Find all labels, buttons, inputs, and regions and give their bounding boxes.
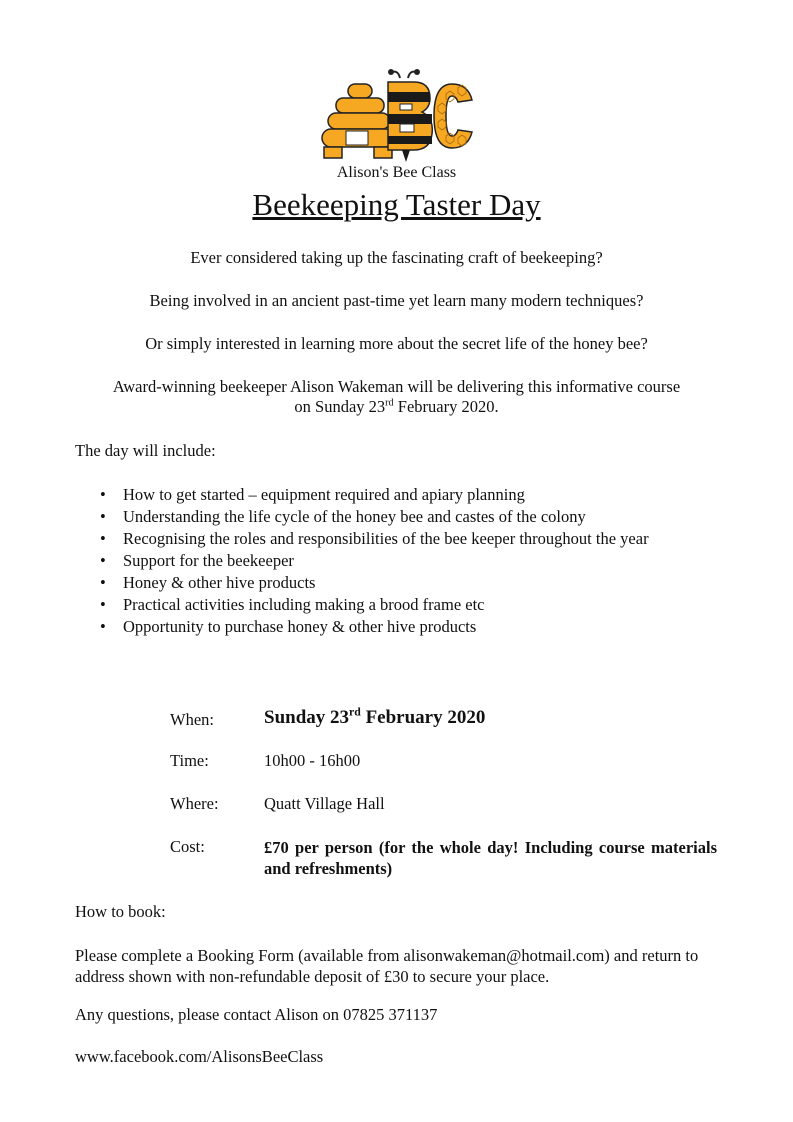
honeycomb-letter-c — [434, 84, 472, 148]
where-label: Where: — [170, 794, 219, 813]
bullet-icon: • — [100, 485, 106, 504]
list-item: • Honey & other hive products — [100, 573, 316, 592]
cost-label: Cost: — [170, 837, 205, 856]
list-item: • Recognising the roles and responsibilities of the bee keeper throughout the year — [100, 529, 649, 548]
intro-line-3: Or simply interested in learning more about the secret life of the honey bee? — [145, 334, 648, 353]
time-label: Time: — [170, 751, 209, 770]
when-value: Sunday 23rd February 2020 — [264, 705, 486, 728]
abc-logo — [318, 66, 476, 164]
bullet-icon: • — [100, 551, 106, 570]
include-list — [100, 484, 700, 638]
list-item: • Support for the beekeeper — [100, 551, 294, 570]
bullet-icon: • — [100, 529, 106, 548]
bullet-icon: • — [100, 595, 106, 614]
list-item: • Practical activities including making a brood frame etc — [100, 595, 485, 614]
intro-line-1: Ever considered taking up the fascinating craft of beekeeping? — [190, 248, 603, 267]
bee-logo-icon — [318, 66, 476, 164]
include-heading: The day will include: — [75, 441, 216, 460]
how-to-book-heading: How to book: — [75, 902, 166, 921]
beehive-letter-a — [322, 84, 394, 158]
list-item: • Understanding the life cycle of the honey bee and castes of the colony — [100, 507, 586, 526]
facebook-link[interactable]: www.facebook.com/AlisonsBeeClass — [75, 1047, 324, 1066]
award-line-1: Award-winning beekeeper Alison Wakeman will be delivering this informative course — [112, 377, 681, 396]
bullet-icon: • — [100, 617, 106, 636]
when-label: When: — [170, 710, 214, 729]
brand-name: Alison's Bee Class — [336, 164, 457, 181]
bee-letter-b — [388, 69, 432, 162]
where-value: Quatt Village Hall — [264, 794, 385, 813]
bullet-icon: • — [100, 507, 106, 526]
award-paragraph — [75, 377, 718, 417]
cost-value: £70 per person (for the whole day! Including course materials and refreshments) — [264, 838, 717, 878]
list-item: • How to get started – equipment required and apiary planning — [100, 485, 525, 504]
award-line-2: on Sunday 23rd February 2020. — [294, 397, 499, 416]
intro-line-2: Being involved in an ancient past-time yet learn many modern techniques? — [149, 291, 644, 310]
booking-instructions: Please complete a Booking Form (available from alisonwakeman@hotmail.com) and return to address shown with non-refundable deposit of £30 to secure your place. — [75, 946, 699, 986]
page-title: Beekeeping Taster Day — [252, 187, 541, 222]
list-item: • Opportunity to purchase honey & other hive products — [100, 617, 477, 636]
contact-line: Any questions, please contact Alison on 07825 371137 — [75, 1005, 438, 1024]
bullet-icon: • — [100, 573, 106, 592]
time-value: 10h00 - 16h00 — [264, 751, 361, 770]
